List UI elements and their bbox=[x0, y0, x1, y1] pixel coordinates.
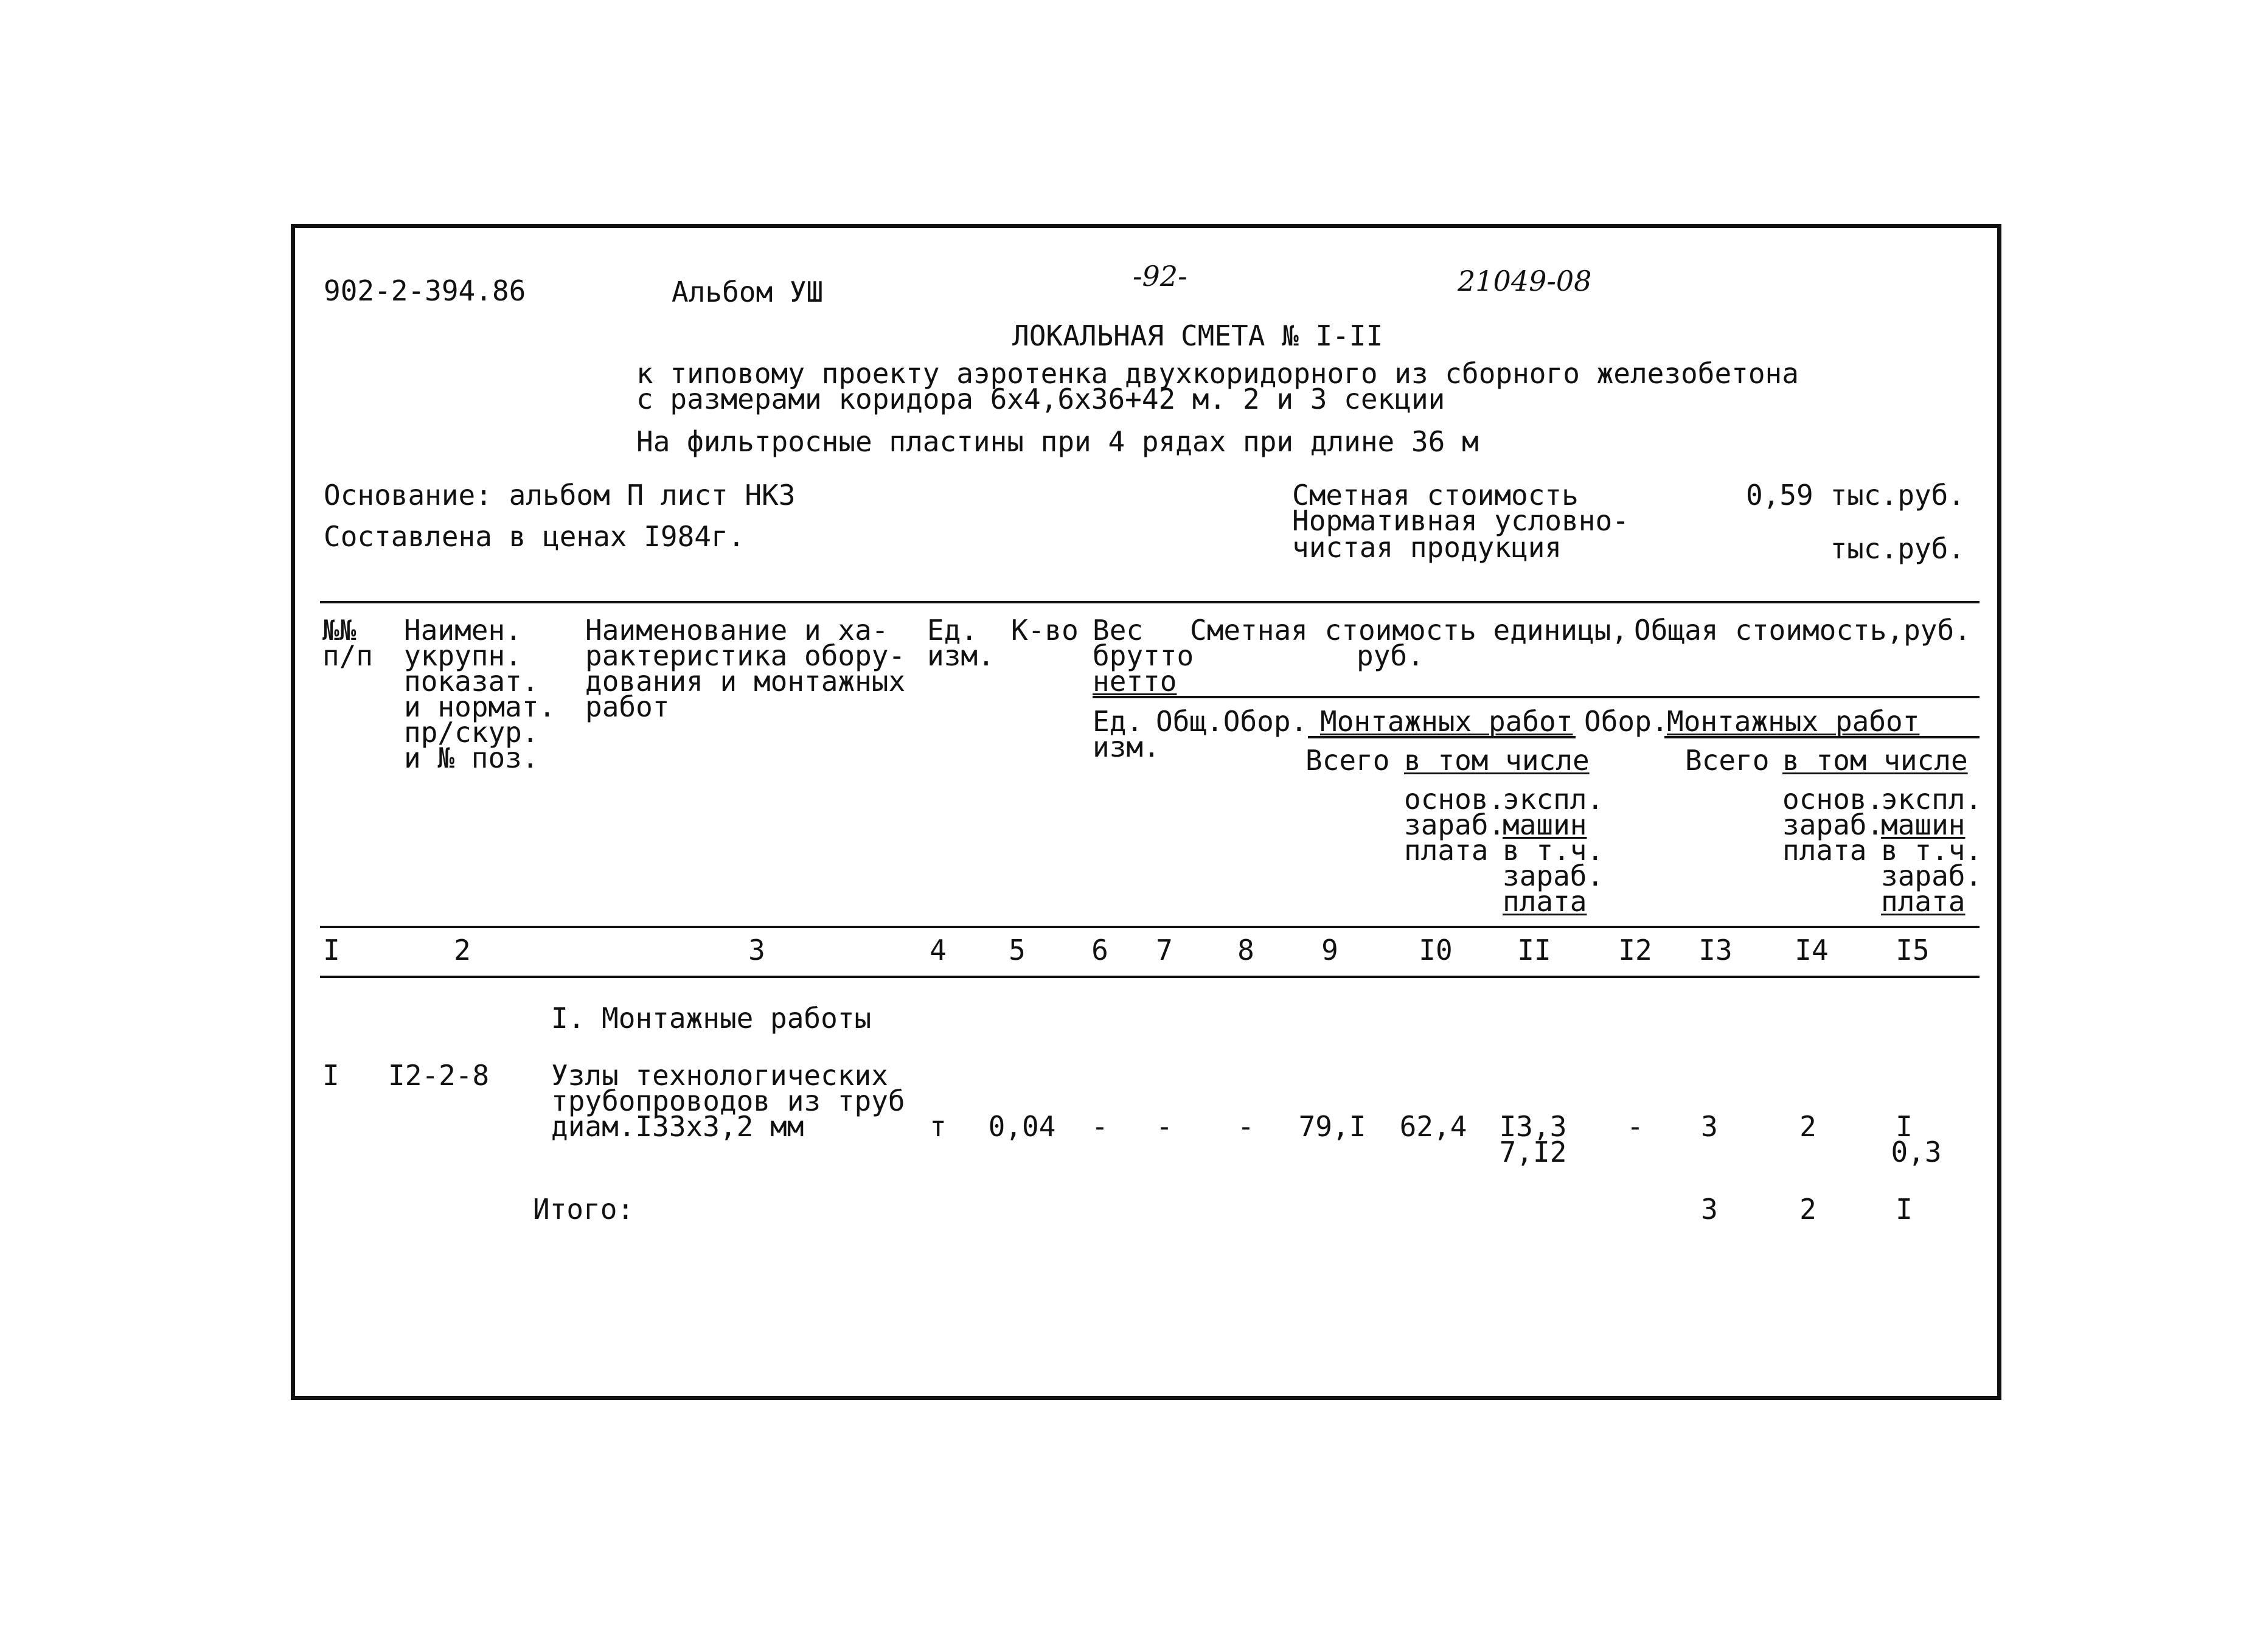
colnum-6: 6 bbox=[1091, 934, 1108, 967]
unit-cost-rub: руб. bbox=[1357, 639, 1424, 672]
doc-code: 902-2-394.86 bbox=[324, 274, 526, 307]
osnov-total-3: плата bbox=[1782, 834, 1867, 867]
cost-value: 0,59 тыс.руб. bbox=[1745, 479, 1965, 512]
total-cost-group: Общая стоимость,руб. bbox=[1634, 614, 1971, 647]
row-name-line1: Узлы технологических bbox=[551, 1059, 888, 1092]
col2-line1: Наимен. bbox=[404, 614, 522, 647]
group-rule bbox=[1093, 696, 1980, 698]
colnum-3: 3 bbox=[748, 934, 765, 967]
norm-label-line1: Нормативная условно- bbox=[1292, 504, 1629, 537]
header-bottom-rule bbox=[320, 926, 1980, 928]
album-label: Альбом УШ bbox=[672, 276, 824, 308]
osnov-unit-1: основ. bbox=[1404, 783, 1506, 816]
ekspl-total-1: экспл. bbox=[1881, 783, 1983, 816]
col2-line3: показат. bbox=[404, 665, 539, 698]
weight-line1: Вес bbox=[1093, 614, 1144, 647]
ekspl-total-4: зараб. bbox=[1881, 859, 1983, 892]
row-c7: - bbox=[1156, 1110, 1173, 1143]
vsego-unit: Всего bbox=[1305, 744, 1390, 777]
row-c8: - bbox=[1237, 1110, 1254, 1143]
row-c9: 79,I bbox=[1298, 1110, 1366, 1143]
colnum-14: I4 bbox=[1795, 934, 1829, 967]
total-c15: I bbox=[1896, 1193, 1913, 1226]
total-label: Итого: bbox=[533, 1193, 634, 1226]
row-name-line3: диам.I33х3,2 мм bbox=[551, 1110, 804, 1143]
prices-line: Составлена в ценах I984г. bbox=[324, 520, 745, 553]
colnum-8: 8 bbox=[1237, 934, 1254, 967]
vsego-total: Всего bbox=[1685, 744, 1770, 777]
ed-izm-line1: Ед. bbox=[1093, 705, 1144, 738]
inventory-number: 21049-08 bbox=[1458, 265, 1592, 297]
numbers-bottom-rule bbox=[320, 976, 1980, 978]
weight-line2: брутто bbox=[1093, 639, 1194, 672]
estimate-title: ЛОКАЛЬНАЯ СМЕТА № I-II bbox=[1012, 319, 1383, 352]
table-top-rule bbox=[320, 601, 1980, 603]
row-c12: - bbox=[1627, 1110, 1644, 1143]
col2-line5: пр/скур. bbox=[404, 716, 539, 749]
montage-works-unit: Монтажных работ bbox=[1320, 705, 1573, 738]
ekspl-total-3: в т.ч. bbox=[1881, 834, 1983, 867]
obor-total: Обор. bbox=[1584, 705, 1669, 738]
osnov-total-1: основ. bbox=[1782, 783, 1884, 816]
col5-header: К-во bbox=[1011, 614, 1079, 647]
osnov-unit-2: зараб. bbox=[1404, 808, 1506, 841]
ekspl-unit-5: плата bbox=[1503, 885, 1587, 918]
colnum-12: I2 bbox=[1618, 934, 1652, 967]
subtitle-line1: к типовому проекту аэротенка двухкоридорного из сборного железобетона bbox=[636, 357, 1799, 390]
ekspl-unit-1: экспл. bbox=[1503, 783, 1604, 816]
v-tom-chisle-total: в том числе bbox=[1782, 744, 1968, 777]
col3-line4: работ bbox=[585, 690, 670, 723]
ed-izm-line2: изм. bbox=[1093, 731, 1160, 763]
col4-line1: Ед. bbox=[927, 614, 978, 647]
total-c13: 3 bbox=[1701, 1193, 1718, 1226]
section-title: I. Монтажные работы bbox=[551, 1002, 872, 1035]
col2-line6: и № поз. bbox=[404, 741, 539, 774]
subject-line: На фильтросные пластины при 4 рядах при длине 36 м bbox=[636, 425, 1479, 458]
row-c13: 3 bbox=[1701, 1110, 1718, 1143]
unit-cost-group: Сметная стоимость единицы, bbox=[1190, 614, 1629, 647]
montage-rule bbox=[1308, 736, 1576, 738]
col3-line1: Наименование и ха- bbox=[585, 614, 889, 647]
osnov-unit-3: плата bbox=[1404, 834, 1489, 867]
ekspl-unit-3: в т.ч. bbox=[1503, 834, 1604, 867]
cost-label: Сметная стоимость bbox=[1292, 479, 1579, 512]
ekspl-unit-4: зараб. bbox=[1503, 859, 1604, 892]
row-c14: 2 bbox=[1799, 1110, 1816, 1143]
row-c15b: 0,3 bbox=[1891, 1136, 1942, 1168]
row-c11b: 7,I2 bbox=[1499, 1136, 1567, 1168]
col1-line1: №№ bbox=[322, 614, 356, 647]
row-c6: - bbox=[1091, 1110, 1108, 1143]
colnum-5: 5 bbox=[1009, 934, 1026, 967]
ekspl-total-2: машин bbox=[1881, 808, 1966, 841]
col4-line2: изм. bbox=[927, 639, 995, 672]
col3-line2: рактеристика обору- bbox=[585, 639, 906, 672]
row-c10: 62,4 bbox=[1399, 1110, 1467, 1143]
row-num: I bbox=[322, 1059, 339, 1092]
colnum-9: 9 bbox=[1321, 934, 1338, 967]
basis-line: Основание: альбом П лист НК3 bbox=[324, 479, 796, 512]
row-qty: 0,04 bbox=[988, 1110, 1056, 1143]
row-code: I2-2-8 bbox=[388, 1059, 490, 1092]
colnum-15: I5 bbox=[1896, 934, 1930, 967]
v-tom-chisle-unit: в том числе bbox=[1404, 744, 1590, 777]
col1-line2: п/п bbox=[322, 639, 374, 672]
ekspl-unit-2: машин bbox=[1503, 808, 1587, 841]
weight-line3: нетто bbox=[1093, 665, 1177, 698]
norm-label-line2: чистая продукция bbox=[1292, 531, 1562, 564]
colnum-11: II bbox=[1517, 934, 1551, 967]
subtitle-line2: с размерами коридора 6х4,6х36+42 м. 2 и 3 секции bbox=[636, 383, 1445, 415]
colnum-7: 7 bbox=[1156, 934, 1173, 967]
montage-rule-2 bbox=[1664, 736, 1980, 738]
row-unit: т bbox=[930, 1110, 947, 1143]
montage-works-total: Монтажных работ bbox=[1667, 705, 1920, 738]
colnum-13: I3 bbox=[1698, 934, 1733, 967]
col3-line3: дования и монтажных bbox=[585, 665, 906, 698]
colnum-2: 2 bbox=[454, 934, 471, 967]
colnum-4: 4 bbox=[930, 934, 947, 967]
obsh-obor: Общ.Обор. bbox=[1156, 705, 1308, 738]
norm-value: тыс.руб. bbox=[1830, 532, 1965, 565]
colnum-1: I bbox=[323, 934, 340, 967]
col2-line4: и нормат. bbox=[404, 690, 556, 723]
page-number: -92- bbox=[1133, 260, 1187, 293]
col2-line2: укрупн. bbox=[404, 639, 522, 672]
row-name-line2: трубопроводов из труб bbox=[551, 1085, 905, 1117]
row-c15: I bbox=[1896, 1110, 1913, 1143]
osnov-total-2: зараб. bbox=[1782, 808, 1884, 841]
total-c14: 2 bbox=[1799, 1193, 1816, 1226]
colnum-10: I0 bbox=[1419, 934, 1453, 967]
ekspl-total-5: плата bbox=[1881, 885, 1966, 918]
row-c11: I3,3 bbox=[1499, 1110, 1567, 1143]
